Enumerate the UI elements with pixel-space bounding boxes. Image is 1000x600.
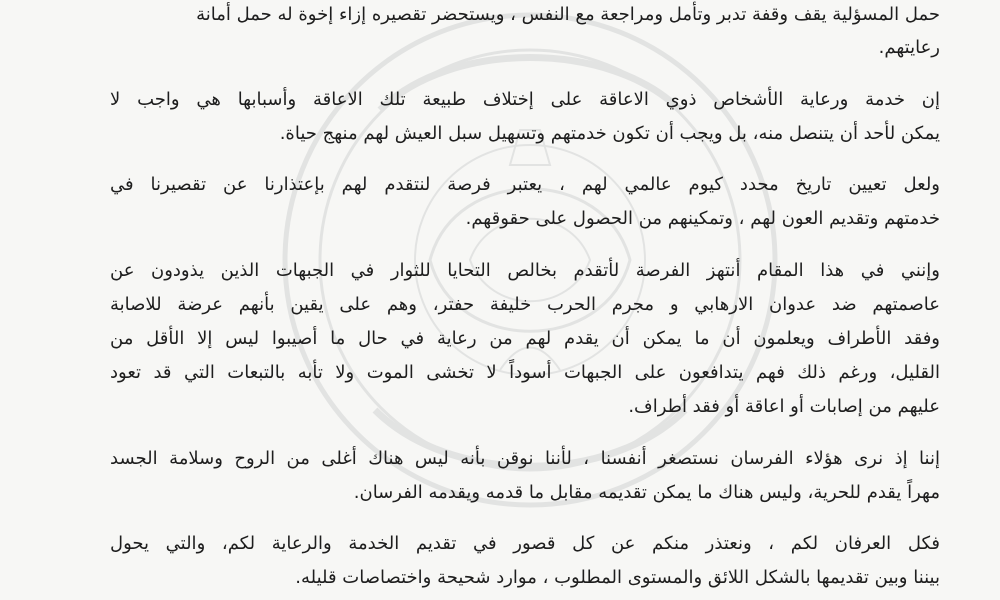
paragraph-4-line-2: عاصمتهم ضد عدوان الارهابي و مجرم الحرب خليفة حفتر، وهم على يقين بأنهم عرضة للاصابة (110, 294, 940, 315)
paragraph-2-line-1: إن خدمة ورعاية الأشخاص ذوي الاعاقة على إختلاف طبيعة تلك الاعاقة وأسبابها هي واجب لا (110, 89, 940, 110)
paragraph-3-line-2: خدمتهم وتقديم العون لهم ، وتمكينهم من الحصول على حقوقهم. (465, 208, 940, 229)
paragraph-4-line-3: وفقد الأطراف ويعلمون أن ما يمكن أن يقدم لهم من رعاية في حال ما أصيبوا ليس إلا الأقل من (110, 328, 940, 349)
paragraph-4-line-1: وإنني في هذا المقام أنتهز الفرصة لأتقدم بخالص التحايا للثوار في الجبهات الذين يذودون عن (110, 260, 940, 281)
paragraph-2-line-2: يمكن لأحد أن يتنصل منه، بل ويجب أن تكون خدمتهم وتسهيل سبل العيش لهم منهج حياة. (279, 123, 940, 144)
paragraph-1-line-2: رعايتهم. (878, 37, 940, 58)
paragraph-6-line-1: فكل العرفان لكم ، ونعتذر منكم عن كل قصور في تقديم الخدمة والرعاية لكم، والتي يحول (110, 533, 940, 554)
paragraph-5-line-2: مهراً يقدم للحرية، وليس هناك ما يمكن تقديمه مقابل ما قدمه ويقدمه الفرسان. (353, 482, 940, 503)
paragraph-6-line-2: بيننا وبين تقديمها بالشكل اللائق والمستوى المطلوب ، موارد شحيحة واختصاصات قليله. (295, 567, 940, 588)
paragraph-4-line-5: عليهم من إصابات أو اعاقة أو فقد أطراف. (628, 396, 940, 417)
paragraph-1-line-1: حمل المسؤلية يقف وقفة تدبر وتأمل ومراجعة مع النفس ، ويستحضر تقصيره إزاء إخوة له حمل أمانة (196, 4, 940, 25)
paragraph-5-line-1: إننا إذ نرى هؤلاء الفرسان نستصغر أنفسنا ، لأننا نوقن بأنه ليس هناك أغلى من الروح وسلامة الجسد (110, 448, 940, 469)
paragraph-3-line-1: ولعل تعيين تاريخ محدد كيوم عالمي لهم ، يعتبر فرصة لنتقدم لهم بإعتذارنا عن تقصيرنا في (110, 174, 940, 195)
paragraph-4-line-4: القليل، ورغم ذلك فهم يتدافعون على الجبهات أسوداً لا تخشى الموت ولا تأبه بالتبعات التي قد تعود (110, 362, 940, 383)
